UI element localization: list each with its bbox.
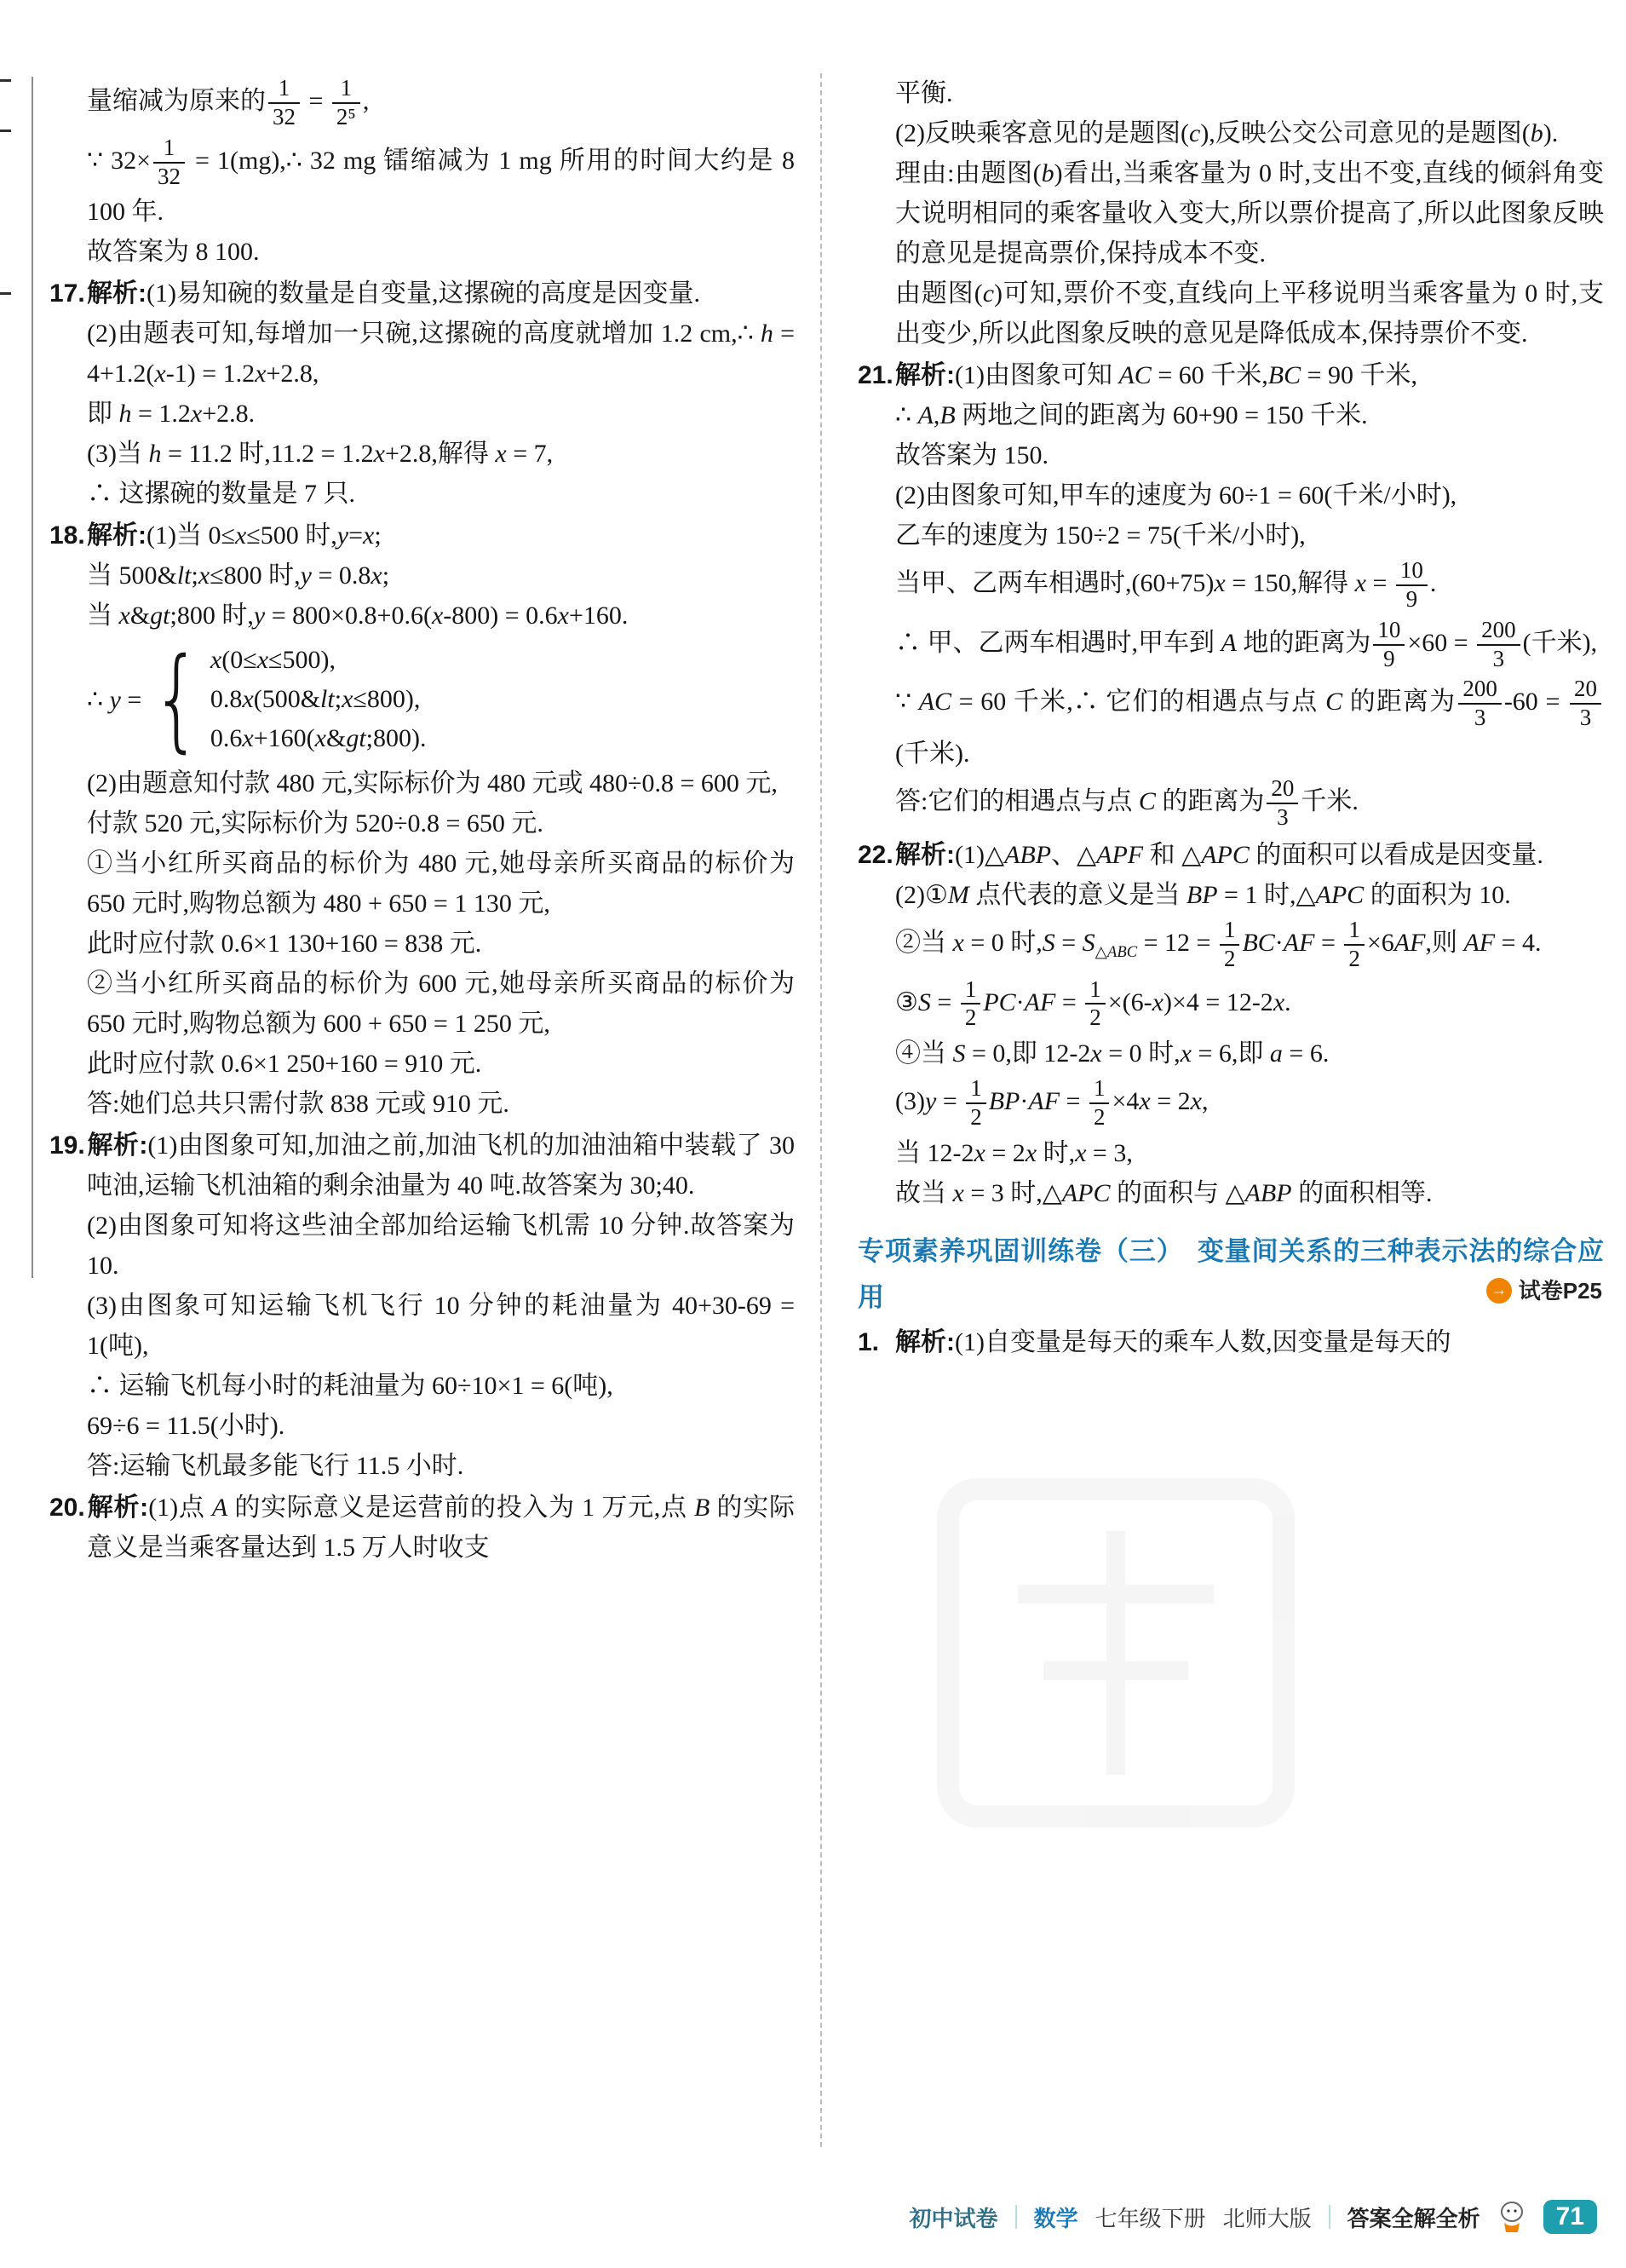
problem-number: 19.	[49, 1131, 85, 1160]
fraction: $\frac{200}{3}$	[1458, 676, 1502, 732]
fraction: $\frac{1}{2}$	[1344, 917, 1365, 973]
left-column	[49, 73, 820, 1568]
case-line: 0.8x(500&lt;x≤800),	[210, 685, 421, 714]
solution-line: (2)由题意知付款 480 元,实际标价为 480 元或 480÷0.8 = 600 元,	[87, 769, 778, 798]
solution-line: (3)由图象可知运输飞机飞行 10 分钟的耗油量为 40+30-69 = 1(吨),	[87, 1292, 795, 1361]
problem-solution: 17.解析:(1)易知碗的数量是自变量,这摞碗的高度是因变量.	[49, 273, 795, 314]
problem-solution: 20.解析:(1)点 A 的实际意义是运营前的投入为 1 万元,点 B 的实际意义是当乘客量达到 1.5 万人时收支	[49, 1488, 795, 1568]
solution-line: 由题图(c)可知,票价不变,直线向上平移说明当乘客量为 0 时,支出变少,所以此图象反映的意见是降低成本,保持票价不变.	[895, 279, 1604, 348]
analysis-label: 解析:	[87, 1494, 149, 1523]
page-edge-rule	[32, 77, 33, 1278]
solution-line: 答:她们总共只需付款 838 元或 910 元.	[87, 1090, 509, 1119]
solution-line: ∴ A,B 两地之间的距离为 60+90 = 150 千米.	[895, 401, 1368, 429]
solution-line: 此时应付款 0.6×1 250+160 = 910 元.	[87, 1050, 482, 1079]
solution-line: 答:它们的相遇点与点 C 的距离为 $\frac{20}{3}$ 千米.	[895, 775, 1359, 831]
solution-line: (3)y = $\frac{1}{2}$ BP·AF = $\frac{1}{2}$ ×4x = 2x,	[895, 1075, 1209, 1131]
fraction: $\frac{10}{9}$	[1396, 557, 1428, 613]
fraction: $\frac{1}{2}$	[966, 1075, 986, 1131]
fraction: $\frac{10}{9}$	[1373, 617, 1405, 673]
fraction: $\frac{1}{\text{2⁵}}$	[332, 75, 360, 131]
problem-number: 18.	[49, 521, 85, 550]
fraction: $\frac{1}{2}$	[1220, 917, 1240, 973]
fraction: $\frac{1}{2}$	[1085, 976, 1106, 1033]
fraction: $\frac{200}{3}$	[1477, 617, 1520, 673]
solution-line: 此时应付款 0.6×1 130+160 = 838 元.	[87, 930, 482, 958]
solution-line: 量缩减为原来的 $\frac{1}{32}$ = $\frac{1}{\text{2⁵}}$ ,	[87, 75, 370, 130]
solution-line: ∵ AC = 60 千米,∴ 它们的相遇点与点 C 的距离为 $\frac{200}{3}$ -60 = $\frac{20}{3}$ (千米).	[858, 674, 1604, 774]
solution-line: 付款 520 元,实际标价为 520÷0.8 = 650 元.	[87, 809, 543, 838]
arrow-icon: →	[1486, 1278, 1512, 1304]
problem-solution: 1. 解析:(1)自变量是每天的乘车人数,因变量是每天的	[858, 1322, 1604, 1362]
analysis-label: 解析:	[895, 1328, 955, 1357]
solution-line: (2)由图象可知,甲车的速度为 60÷1 = 60(千米/小时),	[895, 481, 1457, 509]
fraction: $\frac{20}{3}$	[1267, 775, 1298, 832]
footer-grade-label: 七年级下册	[1095, 2205, 1206, 2231]
cases-prefix: ∴ y =	[87, 685, 142, 714]
mascot-icon	[1497, 2200, 1526, 2234]
problem-number: 22.	[858, 840, 893, 869]
print-mark	[0, 79, 11, 82]
analysis-label: 解析:	[87, 521, 147, 550]
solution-line: 理由:由题图(b)看出,当乘客量为 0 时,支出不变,直线的倾斜角变大说明相同的乘客量收入变大,所以票价提高了,所以此图象反映的意见是提高票价,保持成本不变.	[895, 159, 1604, 268]
footer-edition-label: 北师大版	[1222, 2205, 1312, 2231]
footer-subject-label: 数学	[1033, 2205, 1078, 2231]
solution-line: 故当 x = 3 时,△APC 的面积与 △ABP 的面积相等.	[895, 1179, 1433, 1208]
solution-line: (2)①M 点代表的意义是当 BP = 1 时,△APC 的面积为 10.	[895, 880, 1511, 909]
solution-line: 乙车的速度为 150÷2 = 75(千米/小时),	[895, 521, 1306, 550]
fraction: $\frac{20}{3}$	[1570, 676, 1601, 732]
analysis-label: 解析:	[895, 840, 955, 869]
case-line: x(0≤x≤500),	[210, 646, 336, 675]
problem-solution: 19.解析:(1)由图象可知,加油之前,加油飞机的加油油箱中装载了 30 吨油,运输飞机油箱的剩余油量为 40 吨.故答案为 30;40.	[49, 1125, 795, 1206]
analysis-label: 解析:	[87, 1131, 148, 1160]
solution-line: 当 12-2x = 2x 时,x = 3,	[895, 1139, 1133, 1168]
solution-line: 故答案为 150.	[895, 441, 1049, 469]
footer-series-label: 初中试卷	[909, 2205, 998, 2231]
problem-solution: 21.解析:(1)由图象可知 AC = 60 千米,BC = 90 千米,	[858, 355, 1604, 395]
section-heading	[858, 1229, 1604, 1321]
solution-line: (3)当 h = 11.2 时,11.2 = 1.2x+2.8,解得 x = 7,	[87, 440, 554, 469]
analysis-label: 解析:	[895, 361, 955, 389]
page-footer	[910, 2200, 1597, 2234]
piecewise-function	[49, 634, 795, 764]
solution-line: 69÷6 = 11.5(小时).	[87, 1412, 285, 1441]
analysis-label: 解析:	[87, 279, 147, 308]
solution-line: (2)反映乘客意见的是题图(c),反映公交公司意见的是题图(b).	[895, 119, 1559, 147]
solution-line: 平衡.	[895, 79, 953, 107]
fraction: $\frac{1}{32}$	[268, 75, 300, 131]
footer-book-title: 答案全解全析	[1347, 2205, 1480, 2231]
solution-line: 当 x&gt;800 时,y = 800×0.8+0.6(x-800) = 0.6x+160.	[87, 602, 629, 630]
two-column-content	[49, 73, 1604, 2147]
solution-line: ∴ 甲、乙两车相遇时,甲车到 A 地的距离为 $\frac{10}{9}$ ×60 = $\frac{200}{3}$ (千米),	[895, 616, 1598, 671]
fraction: $\frac{1}{32}$	[153, 135, 185, 191]
print-mark	[0, 130, 11, 132]
paper-ref-badge	[1486, 1268, 1602, 1314]
fraction: $\frac{1}{2}$	[1089, 1075, 1110, 1131]
page-number-badge: 71	[1543, 2200, 1597, 2234]
solution-line: ∵ 32× $\frac{1}{32}$ = 1(mg),∴ 32 mg 镭缩减为 1 mg 所用的时间大约是 8 100 年.	[87, 134, 795, 227]
case-line: 0.6x+160(x&gt;800).	[210, 724, 427, 753]
solution-line: ③S = $\frac{1}{2}$ PC·AF = $\frac{1}{2}$ ×(6-x)×4 = 12-2x.	[895, 976, 1291, 1031]
problem-number: 21.	[858, 361, 893, 389]
solution-line: ②当 x = 0 时$,S = S_{\triangle ABC} = 12$ = $\frac{1}{2}$ BC·AF = $\frac{1}{2}$ ×6AF,则 AF = 4.	[895, 916, 1542, 971]
solution-line: 即 h = 1.2x+2.8.	[87, 400, 256, 429]
solution-line: (2)由图象可知将这些油全部加给运输飞机需 10 分钟.故答案为 10.	[87, 1212, 795, 1281]
solution-line: ∴ 运输飞机每小时的耗油量为 60÷10×1 = 6(吨),	[87, 1372, 613, 1401]
section-title: 专项素养巩固训练卷（三） 变量间关系的三种表示法的综合应用	[858, 1236, 1604, 1313]
problem-solution: 18.解析:(1)当 0≤x≤500 时,y=x;	[49, 515, 795, 555]
solution-line: ④当 S = 0,即 12-2x = 0 时,x = 6,即 a = 6.	[895, 1039, 1330, 1068]
problem-number: 17.	[49, 279, 85, 308]
right-column	[822, 73, 1604, 1362]
solution-line: ①当小红所买商品的标价为 480 元,她母亲所买商品的标价为 650 元时,购物总额为 480 + 650 = 1 130 元,	[87, 849, 795, 918]
problem-solution: 22.解析:(1)△ABP、△APF 和 △APC 的面积可以看成是因变量.	[858, 835, 1604, 875]
solution-line: ∴ 这摞碗的数量是 7 只.	[87, 480, 355, 509]
problem-number: 1.	[858, 1328, 880, 1357]
fraction: $\frac{1}{2}$	[961, 976, 981, 1033]
brace-glyph: {	[152, 634, 202, 764]
solution-line: 故答案为 8 100.	[87, 238, 260, 267]
solution-line: 答:运输飞机最多能飞行 11.5 小时.	[87, 1452, 464, 1481]
print-mark	[0, 292, 11, 295]
paper-ref-text: 试卷P25	[1518, 1278, 1602, 1304]
problem-number: 20.	[49, 1494, 85, 1523]
solution-line: 当 500&lt;x≤800 时,y = 0.8x;	[87, 561, 390, 590]
solution-line: 当甲、乙两车相遇时,(60+75)x = 150,解得 x = $\frac{10}{9}$ .	[895, 557, 1437, 612]
solution-line: ②当小红所买商品的标价为 600 元,她母亲所买商品的标价为 650 元时,购物总额为 600 + 650 = 1 250 元,	[87, 970, 795, 1039]
solution-line: (2)由题表可知,每增加一只碗,这摞碗的高度就增加 1.2 cm,∴ h = 4+1.2(x-1) = 1.2x+2.8,	[87, 319, 796, 389]
footer-separator	[1015, 2205, 1017, 2229]
footer-separator	[1329, 2205, 1330, 2229]
